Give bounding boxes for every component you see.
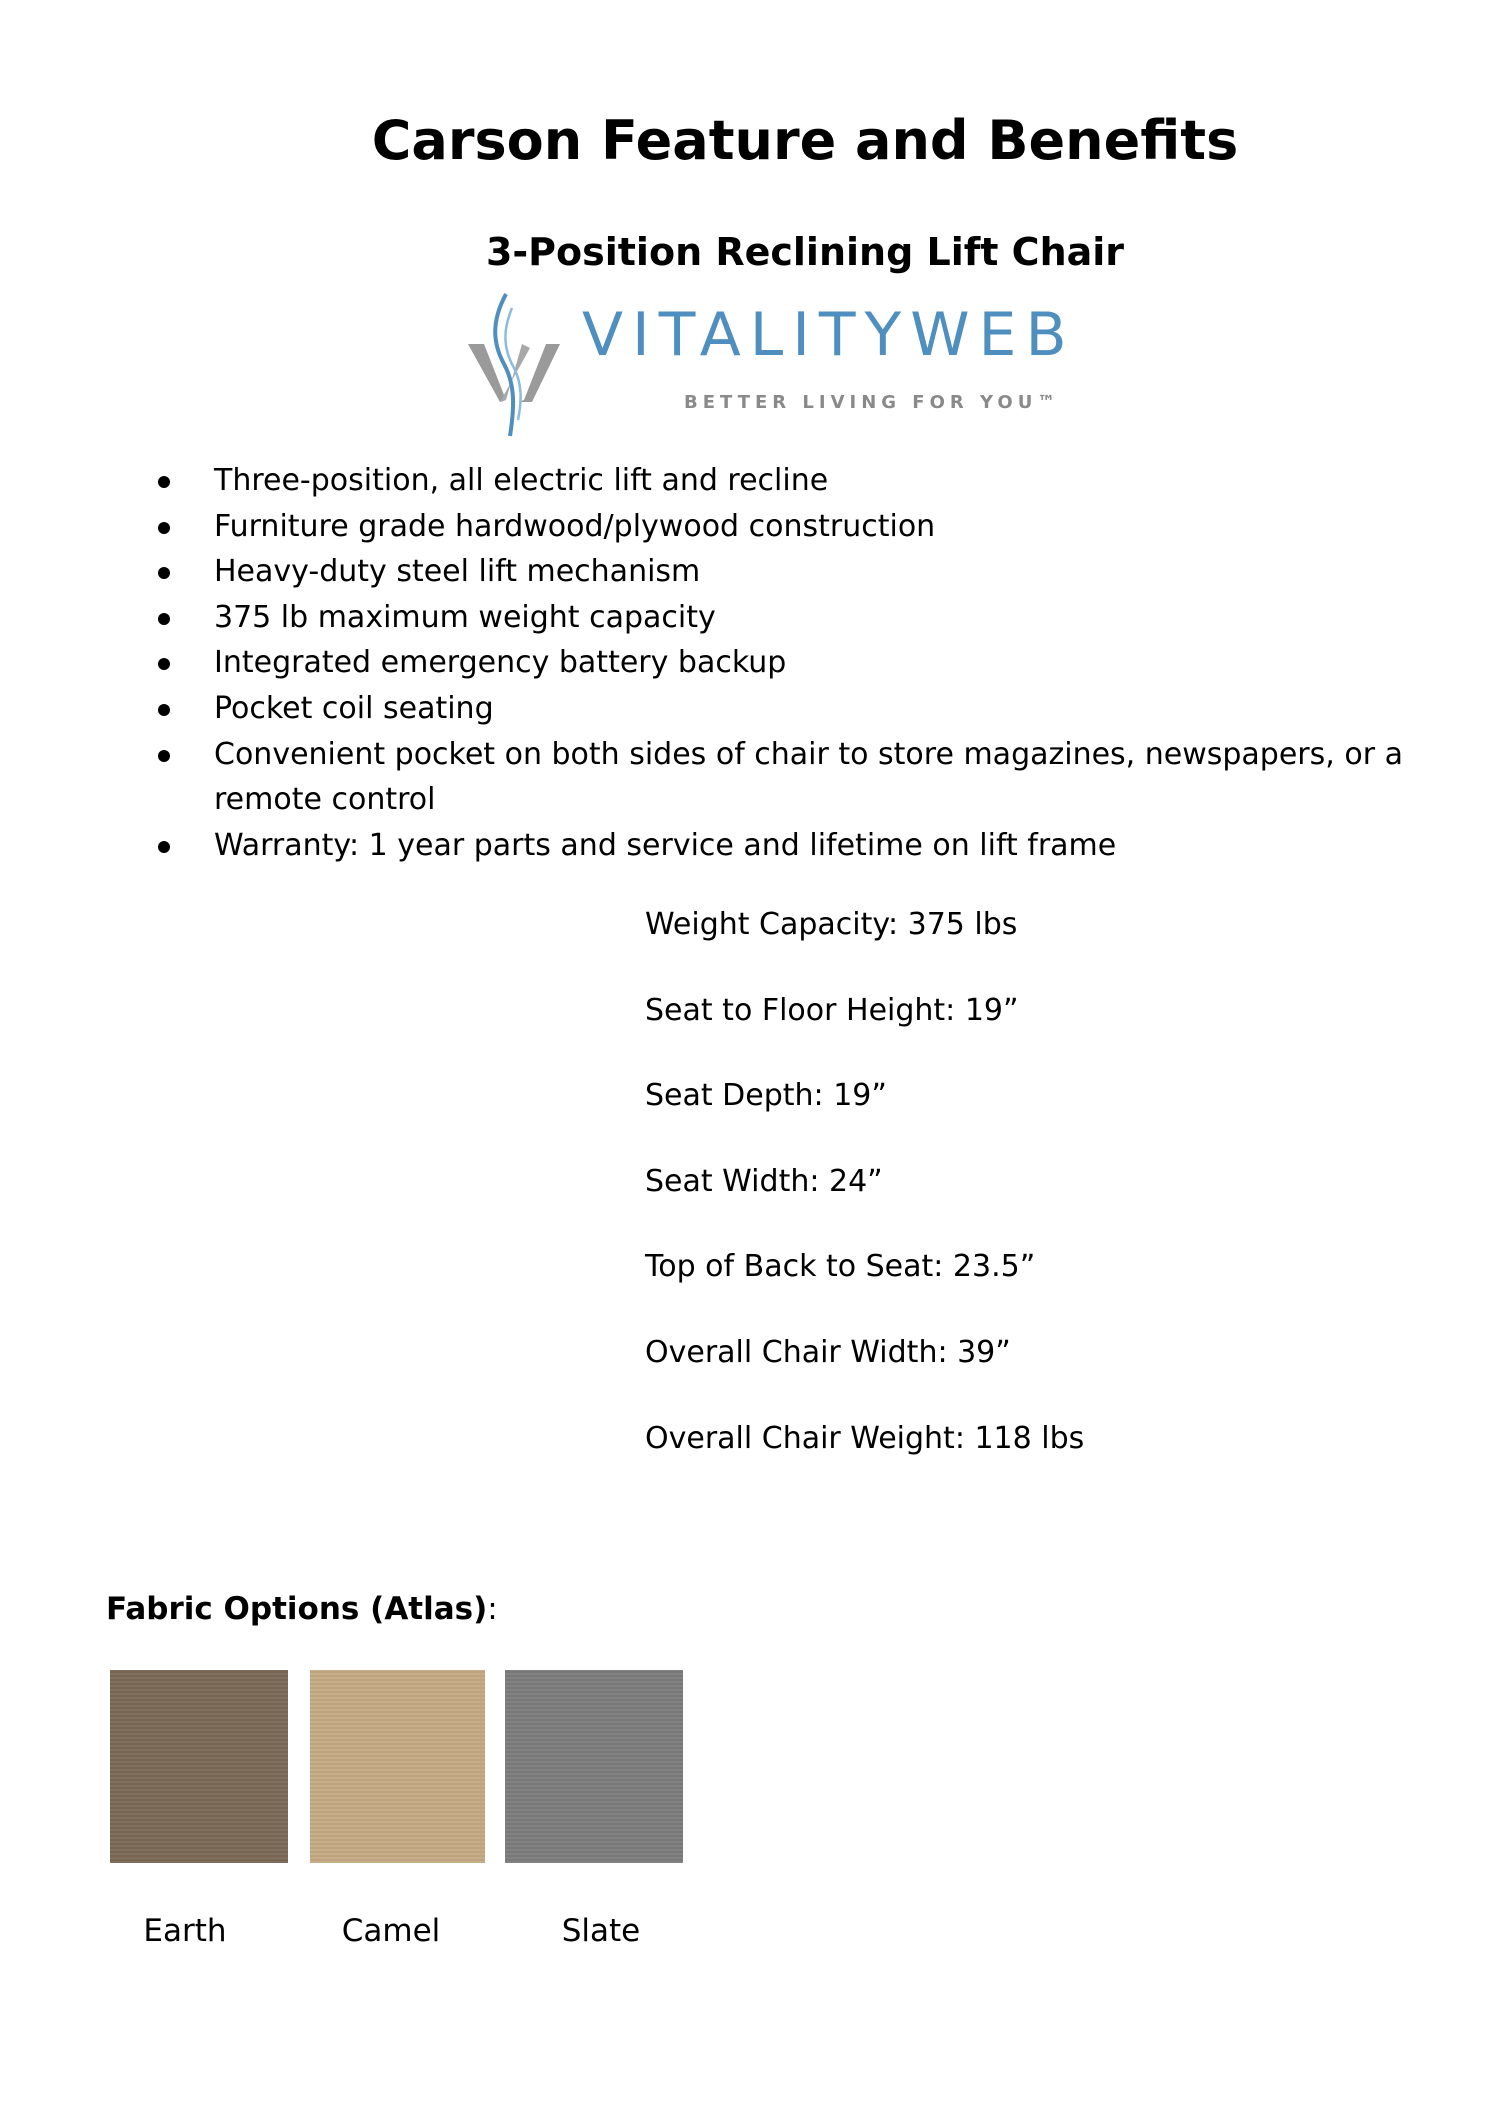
feature-text: Furniture grade hardwood/plywood construction: [214, 508, 936, 544]
fabric-options-heading-bold: Fabric Options (Atlas): [106, 1591, 488, 1627]
bullet-icon: [158, 658, 170, 670]
feature-item: [152, 504, 1482, 550]
fabric-options-heading-suffix: :: [487, 1591, 498, 1627]
feature-text: 375 lb maximum weight capacity: [214, 599, 716, 635]
swatch-label-camel: Camel: [341, 1913, 441, 1949]
bullet-icon: [158, 476, 170, 488]
feature-item: [152, 595, 1482, 641]
spec-overall-chair-width: Overall Chair Width: 39”: [645, 1334, 1011, 1370]
spec-overall-chair-weight: Overall Chair Weight: 118 lbs: [645, 1420, 1085, 1456]
vitalityweb-logo: [462, 290, 1122, 440]
feature-text: Heavy-duty steel lift mechanism: [214, 554, 701, 590]
feature-item: [152, 686, 1482, 732]
swatch-earth: [110, 1670, 288, 1863]
bullet-icon: [158, 567, 170, 579]
feature-item: [152, 823, 1482, 869]
spec-list: [645, 905, 1445, 1504]
fabric-options-heading: [106, 1589, 498, 1629]
bullet-icon: [158, 613, 170, 625]
bullet-icon: [158, 704, 170, 716]
logo-tagline: BETTER LIVING FOR YOU™: [684, 392, 1061, 413]
spec-seat-to-floor-height: Seat to Floor Height: 19”: [645, 992, 1019, 1028]
spec-seat-width: Seat Width: 24”: [645, 1163, 883, 1199]
feature-text: Pocket coil seating: [214, 690, 494, 726]
swatch-slate: [505, 1670, 683, 1863]
spec-top-of-back-to-seat: Top of Back to Seat: 23.5”: [645, 1249, 1036, 1285]
swatch-label-slate: Slate: [561, 1913, 641, 1949]
bullet-icon: [158, 750, 170, 762]
page-subtitle: 3-Position Reclining Lift Chair: [485, 230, 1125, 274]
vw-monogram-icon: [462, 290, 592, 440]
bullet-icon: [158, 522, 170, 534]
page-title: Carson Feature and Benefits: [371, 109, 1239, 172]
spec-weight-capacity: Weight Capacity: 375 lbs: [645, 907, 1018, 942]
feature-text: Convenient pocket on both sides of chair to store magazines, newspapers, or a remote control: [214, 736, 1403, 818]
bullet-icon: [158, 841, 170, 853]
feature-item: [152, 549, 1482, 595]
swatch-label-earth: Earth: [143, 1913, 227, 1949]
spec-seat-depth: Seat Depth: 19”: [645, 1078, 887, 1114]
feature-item: [152, 732, 1482, 823]
feature-text: Three-position, all electric lift and recline: [214, 463, 829, 498]
swatch-camel: [310, 1670, 485, 1863]
feature-item: [152, 640, 1482, 686]
logo-wordmark: VITALITYWEB: [582, 300, 1076, 370]
feature-text: Warranty: 1 year parts and service and lifetime on lift frame: [214, 827, 1117, 863]
feature-list: [152, 458, 1482, 868]
feature-text: Integrated emergency battery backup: [214, 645, 787, 681]
feature-item: [152, 458, 1482, 504]
